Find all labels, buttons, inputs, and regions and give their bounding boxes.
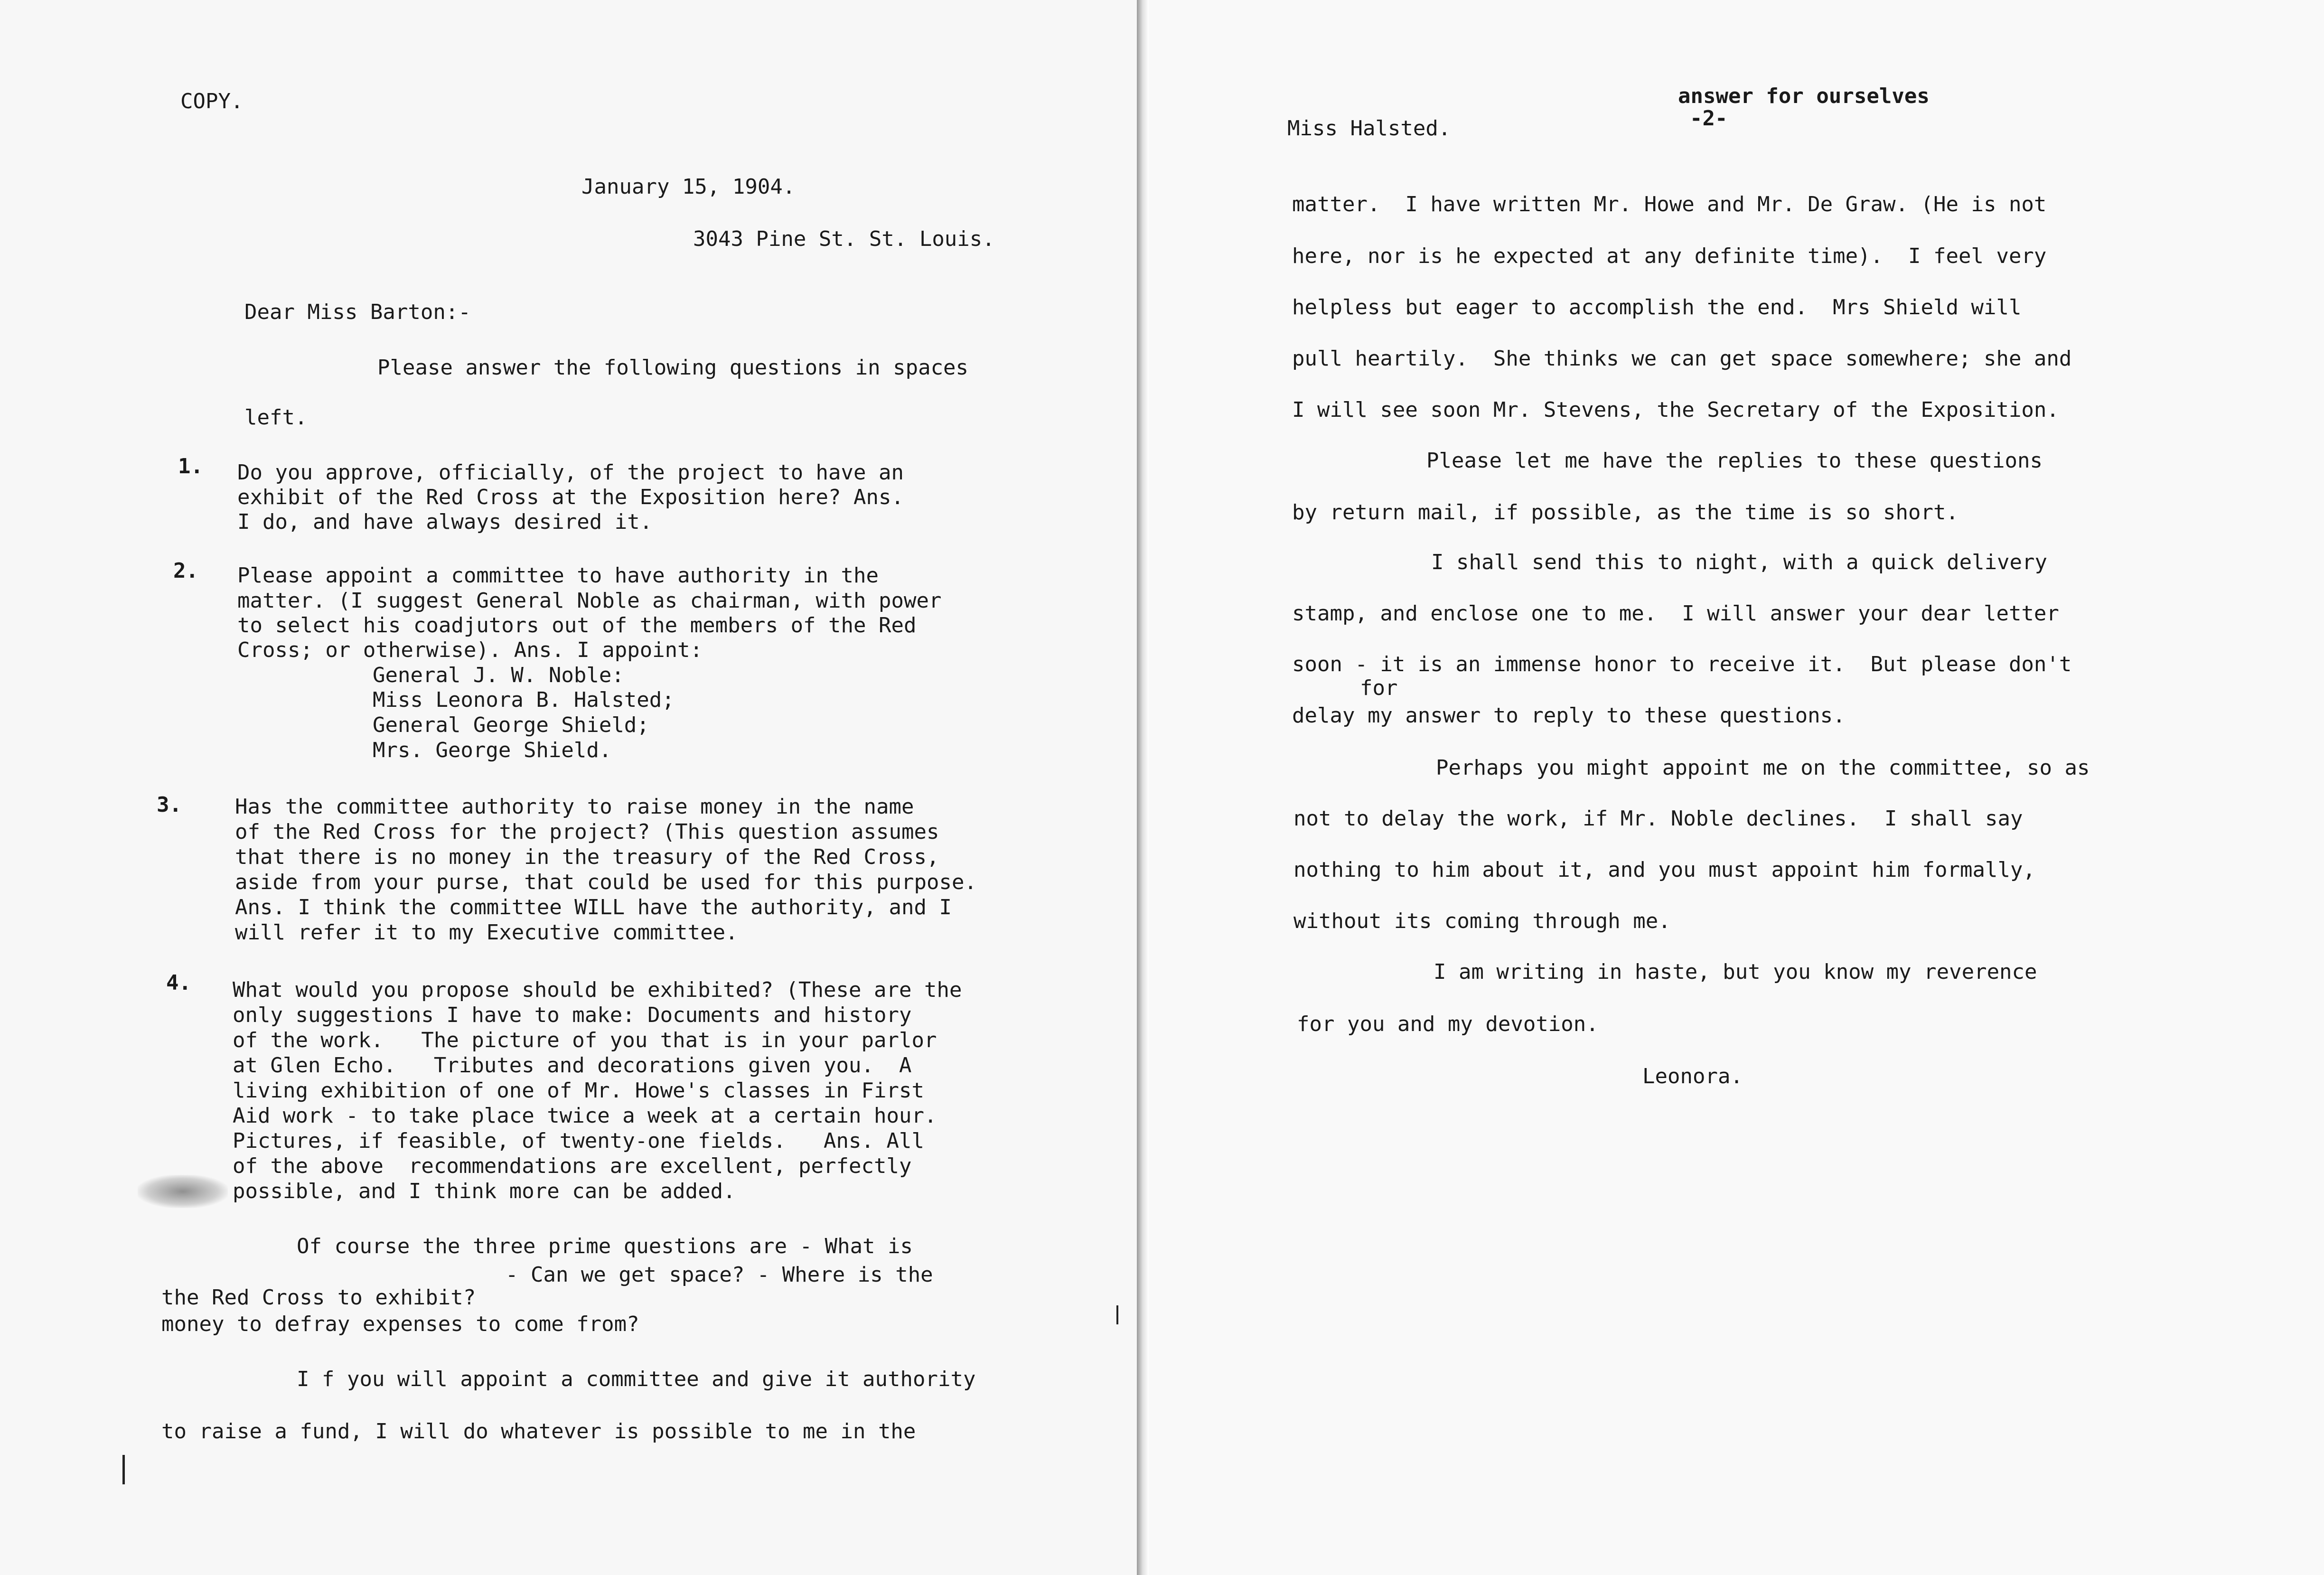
- question-4-line: only suggestions I have to make: Documents and history: [233, 1003, 912, 1027]
- appointee: General J. W. Noble:: [373, 663, 624, 687]
- closing-line-1: Of course the three prime questions are - What is: [297, 1234, 913, 1258]
- paragraph-2-line: by return mail, if possible, as the time is so short.: [1292, 500, 1959, 525]
- question-3-line: Ans. I think the committee WILL have the authority, and I: [235, 895, 952, 919]
- question-4-line: Pictures, if feasible, of twenty-one fields. Ans. All: [233, 1129, 924, 1153]
- appointee: Miss Leonora B. Halsted;: [373, 688, 675, 712]
- paragraph-1-line: I will see soon Mr. Stevens, the Secretary of the Exposition.: [1292, 398, 2059, 422]
- question-4-line: living exhibition of one of Mr. Howe's classes in First: [233, 1078, 924, 1103]
- intro-line-2: left.: [244, 405, 308, 430]
- question-2-line: Cross; or otherwise). Ans. I appoint:: [237, 638, 703, 662]
- closing-line-2: - Can we get space? - Where is the: [506, 1263, 933, 1287]
- paragraph-1-line: matter. I have written Mr. Howe and Mr. De Graw. (He is not: [1292, 192, 2047, 216]
- question-3-line: of the Red Cross for the project? (This question assumes: [235, 820, 939, 844]
- question-2-line: Please appoint a committee to have authority in the: [237, 563, 879, 588]
- paragraph-4-line: not to delay the work, if Mr. Noble declines. I shall say: [1293, 806, 2023, 831]
- paragraph-3-line: stamp, and enclose one to me. I will answer your dear letter: [1292, 601, 2059, 626]
- question-3-line: that there is no money in the treasury of the Red Cross,: [235, 845, 939, 869]
- paragraph-5-line: I am writing in haste, but you know my reverence: [1434, 960, 2037, 984]
- paragraph-4-line: Perhaps you might appoint me on the committee, so as: [1436, 756, 2090, 780]
- margin-mark: [122, 1455, 125, 1484]
- left-letter-page: [0, 0, 1142, 1575]
- intro-line-1: Please answer the following questions in spaces: [377, 356, 969, 380]
- question-3-line: aside from your purse, that could be used for this purpose.: [235, 870, 977, 894]
- ink-smudge: [138, 1175, 228, 1208]
- copy-header: COPY.: [180, 89, 244, 113]
- question-1-number: 1.: [178, 454, 203, 478]
- handwritten-note: answer for ourselves: [1678, 84, 1930, 108]
- paragraph-3-line: delay my answer to reply to these questions.: [1292, 703, 1846, 728]
- recipient-header: Miss Halsted.: [1287, 116, 1451, 141]
- question-4-line: Aid work - to take place twice a week at a certain hour.: [233, 1104, 937, 1128]
- final-line-1: I f you will appoint a committee and give it authority: [297, 1367, 976, 1391]
- final-line-2: to raise a fund, I will do whatever is possible to me in the: [161, 1419, 916, 1444]
- paragraph-1-line: helpless but eager to accomplish the end. Mrs Shield will: [1292, 295, 2022, 319]
- appointee: Mrs. George Shield.: [373, 738, 612, 762]
- book-spine: [1137, 0, 1149, 1575]
- question-1-line: I do, and have always desired it.: [237, 510, 653, 534]
- question-4-line: of the work. The picture of you that is in your parlor: [233, 1028, 937, 1052]
- question-4-line: possible, and I think more can be added.: [233, 1179, 736, 1203]
- salutation: Dear Miss Barton:-: [244, 300, 471, 324]
- sender-address: 3043 Pine St. St. Louis.: [693, 227, 995, 251]
- paragraph-3-insert: for: [1360, 676, 1398, 700]
- question-3-line: Has the committee authority to raise money in the name: [235, 795, 914, 819]
- paragraph-3-line: soon - it is an immense honor to receive it. But please don't: [1292, 652, 2072, 676]
- paragraph-4-line: without its coming through me.: [1293, 909, 1671, 933]
- right-letter-page: [1149, 0, 2324, 1575]
- page-number: -2-: [1690, 106, 1728, 131]
- margin-mark: [1116, 1305, 1118, 1324]
- appointee: General George Shield;: [373, 713, 649, 737]
- question-1-line: exhibit of the Red Cross at the Exposition here? Ans.: [237, 485, 904, 509]
- paragraph-1-line: pull heartily. She thinks we can get space somewhere; she and: [1292, 347, 2072, 371]
- paragraph-5-line: for you and my devotion.: [1297, 1012, 1599, 1036]
- question-2-number: 2.: [173, 559, 198, 583]
- question-2-line: matter. (I suggest General Noble as chairman, with power: [237, 589, 942, 613]
- closing-line-4: money to defray expenses to come from?: [161, 1312, 639, 1336]
- signature: Leonora.: [1642, 1064, 1743, 1088]
- question-3-line: will refer it to my Executive committee.: [235, 920, 738, 945]
- question-1-line: Do you approve, officially, of the project to have an: [237, 460, 904, 485]
- question-4-number: 4.: [166, 971, 191, 995]
- paragraph-4-line: nothing to him about it, and you must appoint him formally,: [1293, 858, 2035, 882]
- closing-line-3: the Red Cross to exhibit?: [161, 1285, 476, 1310]
- paragraph-3-line: I shall send this to night, with a quick delivery: [1431, 550, 2048, 574]
- question-4-line: of the above recommendations are excellent, perfectly: [233, 1154, 912, 1178]
- question-4-line: at Glen Echo. Tributes and decorations given you. A: [233, 1053, 912, 1078]
- paragraph-2-line: Please let me have the replies to these questions: [1426, 449, 2043, 473]
- question-2-line: to select his coadjutors out of the members of the Red: [237, 613, 917, 638]
- question-4-line: What would you propose should be exhibited? (These are the: [233, 978, 962, 1002]
- question-3-number: 3.: [157, 793, 182, 817]
- paragraph-1-line: here, nor is he expected at any definite time). I feel very: [1292, 244, 2047, 268]
- letter-date: January 15, 1904.: [581, 175, 796, 199]
